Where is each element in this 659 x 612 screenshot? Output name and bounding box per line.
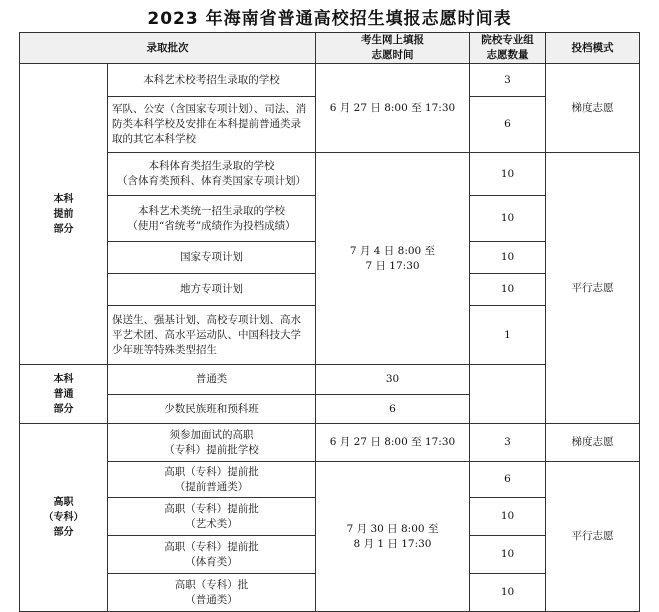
batch-name [108,462,316,498]
fill-time: 6 月 27 日 8:00 至 17:30 [316,424,470,462]
batch-name-line: 高职（专科）提前批 [164,465,259,478]
admission-mode: 梯度志愿 [546,64,640,153]
fill-time [316,153,470,365]
batch-name [108,153,316,196]
batch-name: 普通类 [108,365,316,395]
batch-name-line: 须参加面试的高职 [169,428,254,441]
group-label-line: 本科 [53,193,74,205]
volunteer-count: 6 [470,462,546,498]
fill-time-line: 7 日 17:30 [365,259,420,272]
group-benke-tiqian [20,64,108,365]
volunteer-count: 10 [470,196,546,242]
header-count-line1: 院校专业组 [481,34,534,46]
batch-name-line: 高职（专科）批 [174,578,249,591]
table-row [20,153,640,196]
table-row [20,424,640,462]
volunteer-count: 6 [470,97,546,153]
table-row [20,462,640,498]
batch-name [108,536,316,574]
volunteer-count: 6 [316,395,470,424]
group-label-line: 部分 [53,527,74,538]
batch-name: 少数民族班和预科班 [108,395,316,424]
header-row [20,33,640,64]
batch-name-line: （艺术类） [185,517,238,530]
header-time-line1: 考生网上填报 [361,34,424,46]
batch-name-line: 高职（专科）提前批 [164,502,259,515]
batch-name: 军队、公安（含国家专项计划）、司法、消防类本科学校及安排在本科提前普通类录取的其它本科学校 [108,97,316,153]
header-mode: 投档模式 [546,33,640,64]
group-label-line: 普通 [53,388,74,400]
group-label-line: （专科） [43,512,84,523]
batch-name [108,498,316,536]
volunteer-count: 10 [470,498,546,536]
batch-name-line: 高职（专科）提前批 [164,540,259,553]
table-row [20,64,640,97]
volunteer-count: 10 [470,574,546,612]
batch-name-line: 本科艺术类统一招生录取的学校 [138,204,285,217]
batch-name: 本科艺术校考招生录取的学校 [108,64,316,97]
header-count [470,33,546,64]
schedule-table [19,32,640,612]
batch-name [108,424,316,462]
admission-mode: 梯度志愿 [546,424,640,462]
batch-name-line: （普通类） [185,593,238,606]
batch-name-line: （含体育类预科、体育类国家专项计划） [117,175,306,187]
volunteer-count: 1 [470,306,546,365]
fill-time [316,462,470,612]
batch-name [108,196,316,242]
batch-name-line: （专科）提前批学校 [164,443,259,456]
batch-name-line: （体育类） [185,555,238,568]
group-label-line: 提前 [53,208,74,220]
group-label-line: 部分 [53,403,74,415]
batch-name: 地方专项计划 [108,274,316,306]
group-benke-putong [20,365,108,424]
volunteer-count: 3 [470,424,546,462]
header-batch: 录取批次 [20,33,316,64]
volunteer-count: 10 [470,274,546,306]
batch-name: 保送生、强基计划、高校专项计划、高水平艺术团、高水平运动队、中国科技大学少年班等特殊类型招生 [108,306,316,365]
volunteer-count: 10 [470,153,546,196]
group-label-line: 部分 [53,223,74,235]
fill-time: 6 月 27 日 8:00 至 17:30 [316,64,470,153]
fill-time-line: 7 月 30 日 8:00 至 [346,522,439,535]
fill-time-line: 7 月 4 日 8:00 至 [349,244,436,257]
group-label-line: 高职 [53,497,74,508]
header-time [316,33,470,64]
admission-mode: 平行志愿 [546,153,640,424]
fill-time-line: 8 月 1 日 17:30 [353,537,432,550]
group-gaozhi [20,424,108,612]
volunteer-count: 3 [470,64,546,97]
batch-name-line: 本科体育类招生录取的学校 [148,160,275,172]
volunteer-count: 10 [470,242,546,274]
admission-mode: 平行志愿 [546,462,640,612]
batch-name-line: （提前普通类） [174,480,249,493]
volunteer-count: 10 [470,536,546,574]
batch-name-line: （使用“省统考”成绩作为投档成绩） [127,219,296,232]
header-count-line2: 志愿数量 [486,49,529,61]
page-title: 2023 年海南省普通高校招生填报志愿时间表 [147,9,512,29]
batch-name: 国家专项计划 [108,242,316,274]
group-label-line: 本科 [53,373,74,385]
header-time-line2: 志愿时间 [371,49,414,61]
volunteer-count: 30 [316,365,470,395]
